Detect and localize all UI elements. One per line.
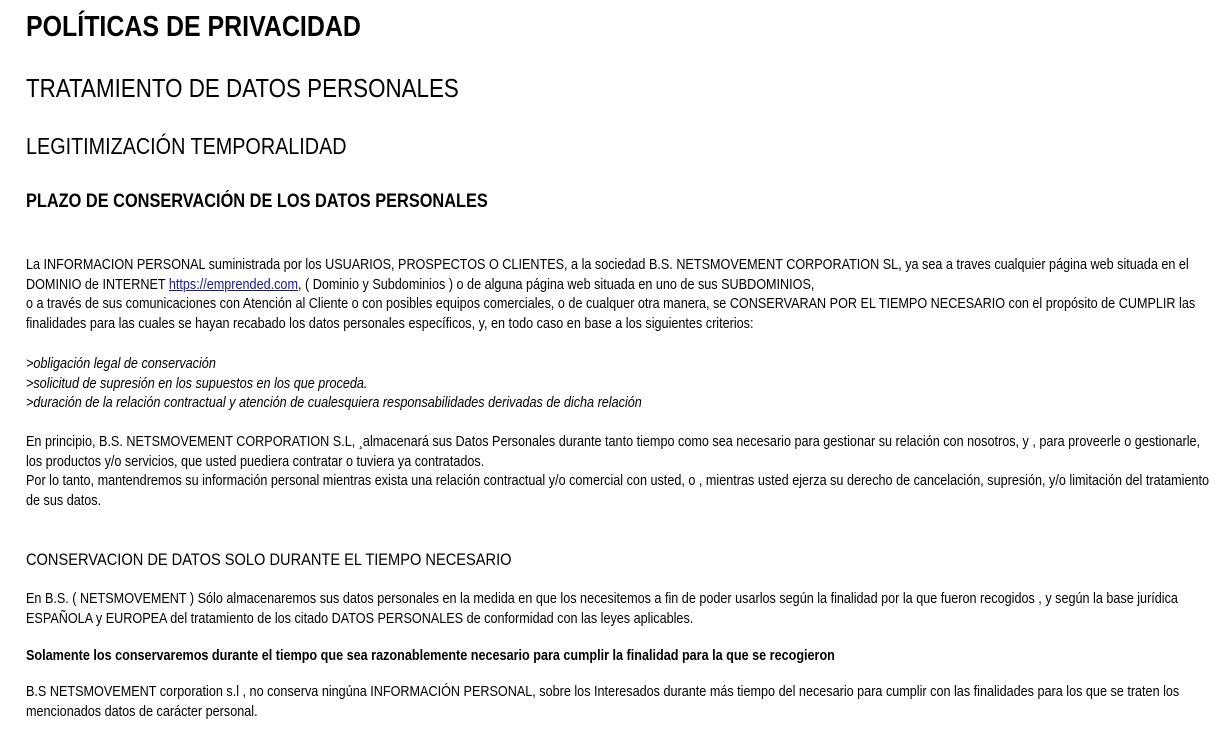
closing-text: B.S NETSMOVEMENT corporation s.l , no conserva ningúna INFORMACIÓN PERSONAL, sobre los Interesados durante más tiempo del necesario para cumplir con las finalidades para los que se traten los mencionados datos de carácter personal. xyxy=(26,684,1180,720)
retention-text-line2: o a través de sus comunicaciones con Atención al Cliente o con posibles equipos comerciales, o de cualquer otra manera, se CONSERVARAN POR EL TIEMPO NECESARIO con el propósito de CUMPLIR las finalidades para las cuales se hayan recabado los datos personales específicos, y, en todo caso en base a los siguientes criterios: xyxy=(26,296,1196,332)
criteria-list xyxy=(26,355,1211,414)
subsection-heading: PLAZO DE CONSERVACIÓN DE LOS DATOS PERSONALES xyxy=(26,191,488,212)
retention-paragraph xyxy=(26,256,1211,334)
conservation-heading: CONSERVACION DE DATOS SOLO DURANTE EL TIEMPO NECESARIO xyxy=(26,550,512,569)
retention-text-part2: , ( Dominio y Subdominios ) o de alguna página web situada en uno de sus SUBDOMINIOS, xyxy=(297,276,815,293)
criteria-item: >obligación legal de conservación xyxy=(26,356,216,372)
criteria-item: >solicitud de supresión en los supuestos en los que proceda. xyxy=(26,375,368,392)
retention-statement-text: Solamente los conservaremos durante el tiempo que sea razonablemente necesario para cumplir la finalidad para la que se recogieron xyxy=(26,648,835,664)
retention-intro xyxy=(26,256,1211,295)
domain-link[interactable]: https://emprended.com xyxy=(168,276,298,293)
section-heading: LEGITIMIZACIÓN TEMPORALIDAD xyxy=(26,133,347,159)
principle-line2: Por lo tanto, mantendremos su información personal mientras exista una relación contractual y/o comercial con usted, o , mientras usted ejerza su derecho de cancelación, supresión, y/o limitación del tratamiento de sus datos. xyxy=(26,473,1210,509)
retention-statement xyxy=(26,647,1211,667)
storage-paragraph xyxy=(26,590,1211,629)
criteria-item: >duración de la relación contractual y atención de cualesquiera responsabilidades derivadas de dicha relación xyxy=(26,395,642,411)
page-title: POLÍTICAS DE PRIVACIDAD xyxy=(26,11,361,43)
closing-paragraph xyxy=(26,683,1211,722)
storage-text: En B.S. ( NETSMOVEMENT ) Sólo almacenaremos sus datos personales en la medida en que los necesitemos a fin de poder usarlos según la finalidad por la que fueron recogidos , y según la base jurídica ESPAÑOLA y EUROPEA del tratamiento de los citado DATOS PERSONALES de conformidad con las leyes aplicables. xyxy=(26,591,1178,627)
principle-paragraph xyxy=(26,433,1211,511)
retention-text-part1: La INFORMACION PERSONAL suministrada por los USUARIOS, PROSPECTOS O CLIENTES, a la sociedad B.S. NETSMOVEMENT CORPORATION SL, ya sea a traves cualquier página web situada en el DOMINIO de INTERNET xyxy=(26,257,1189,293)
principle-line1: En principio, B.S. NETSMOVEMENT CORPORATION S.L, ¸almacenará sus Datos Personales durante tanto tiempo como sea necesario para gestionar su relación con nosotros, y , para proveerle o gestionarle, los productos y/o servicios, que usted puediera contratar o tuviera ya contratados. xyxy=(26,434,1201,470)
page-subtitle: TRATAMIENTO DE DATOS PERSONALES xyxy=(26,73,459,103)
